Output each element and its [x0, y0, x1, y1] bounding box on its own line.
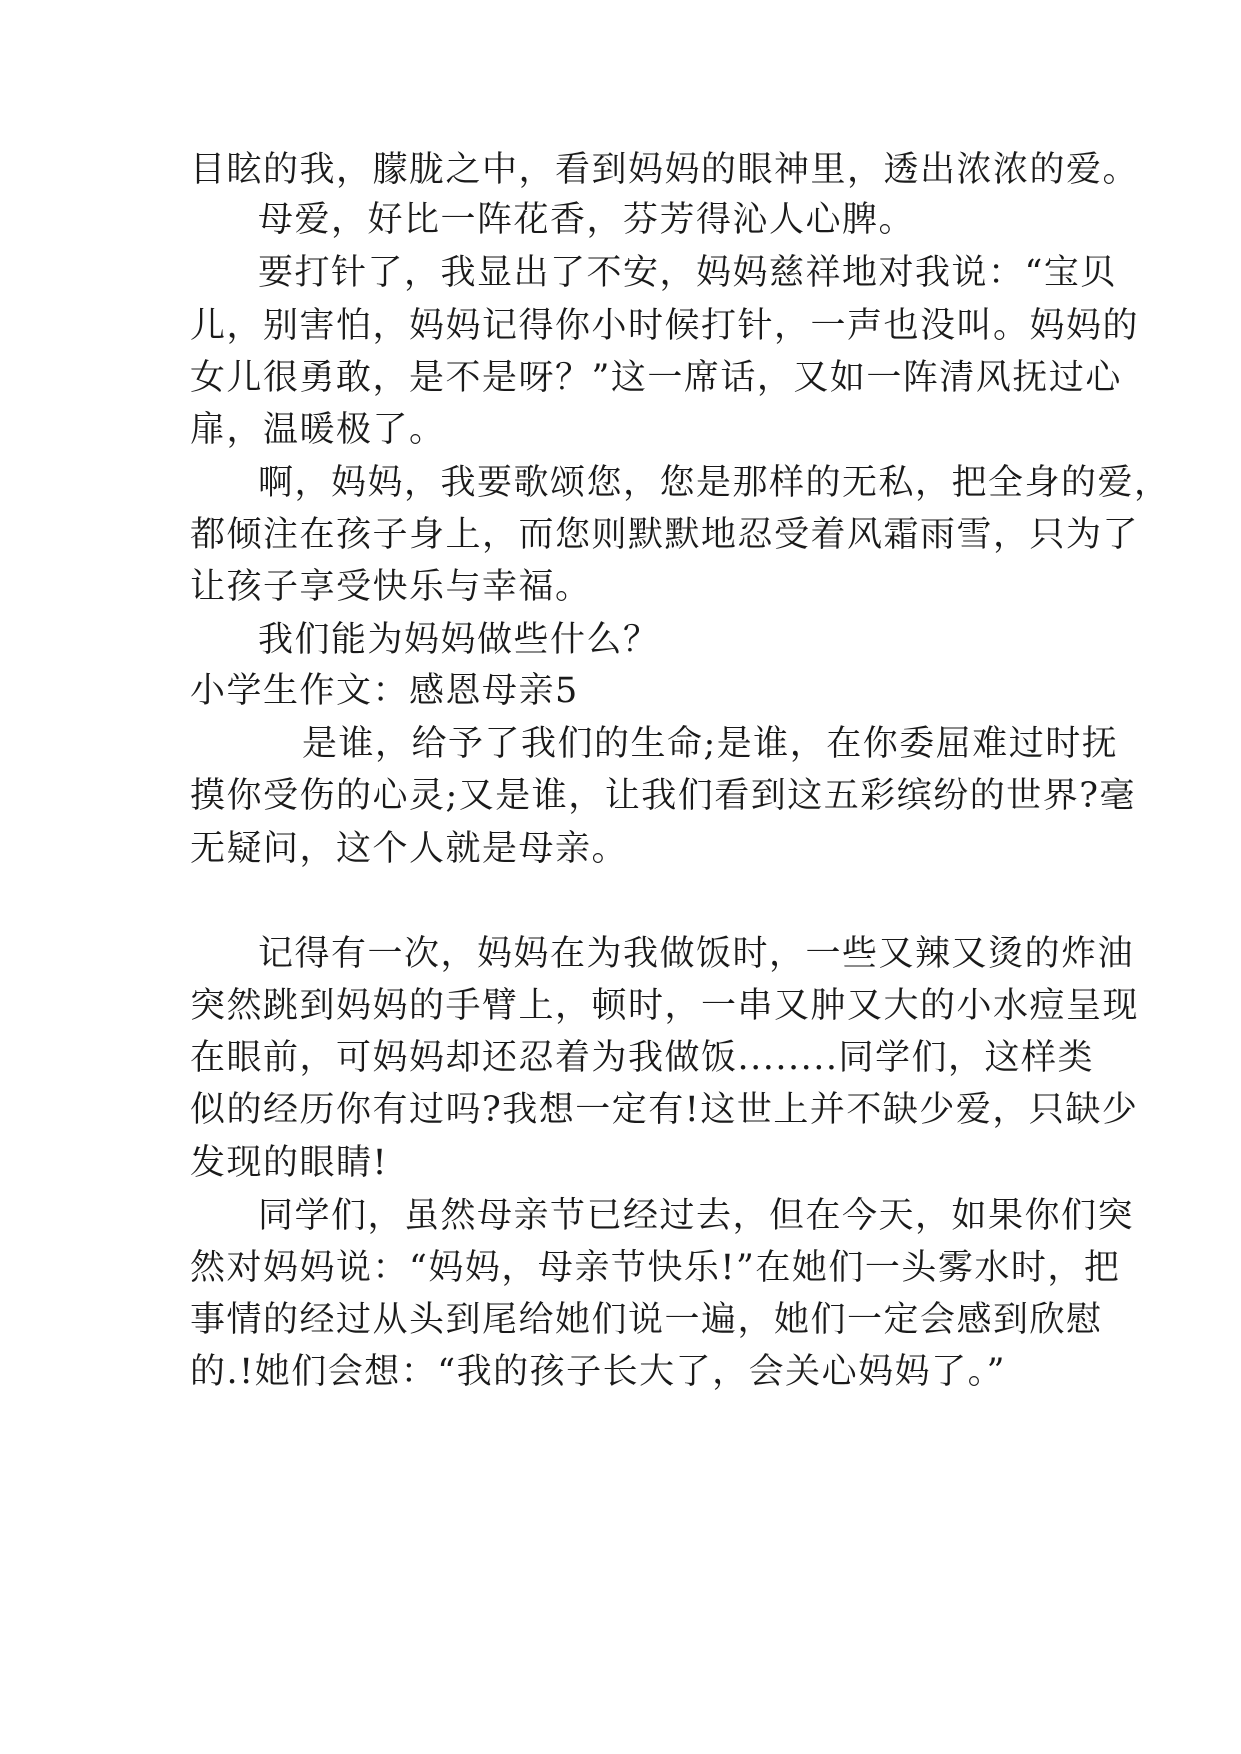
- text-line: 无疑问，这个人就是母亲。: [190, 829, 629, 869]
- text-line: 的.!她们会想：“我的孩子长大了，会关心妈妈了。”: [190, 1352, 1006, 1392]
- text-line: 在眼前，可妈妈却还忍着为我做饭........同学们，这样类: [190, 1038, 1095, 1078]
- text-line: 都倾注在孩子身上，而您则默默地忍受着风霜雨雪，只为了: [190, 515, 1140, 555]
- text-line: 母爱，好比一阵花香，芬芳得沁人心脾。: [258, 200, 916, 240]
- text-line: 我们能为妈妈做些什么？: [258, 620, 660, 660]
- text-line: 同学们，虽然母亲节已经过去，但在今天，如果你们突: [258, 1196, 1135, 1236]
- text-line: 啊，妈妈，我要歌颂您，您是那样的无私，把全身的爱，: [258, 463, 1171, 503]
- text-line: 事情的经过从头到尾给她们说一遍，她们一定会感到欣慰: [190, 1300, 1103, 1340]
- text-line: 是谁，给予了我们的生命;是谁，在你委屈难过时抚: [302, 724, 1119, 764]
- text-line: 扉，温暖极了。: [190, 410, 446, 450]
- text-line: 儿，别害怕，妈妈记得你小时候打针，一声也没叫。妈妈的: [190, 306, 1140, 346]
- text-line: 记得有一次，妈妈在为我做饭时，一些又辣又烫的炸油: [258, 934, 1135, 974]
- text-line: 要打针了，我显出了不安，妈妈慈祥地对我说：“宝贝: [258, 253, 1117, 293]
- section-heading: 小学生作文：感恩母亲5: [190, 671, 579, 711]
- text-line: 似的经历你有过吗?我想一定有!这世上并不缺少爱，只缺少: [190, 1090, 1139, 1130]
- text-line: 让孩子享受快乐与幸福。: [190, 567, 592, 607]
- text-line: 然对妈妈说：“妈妈，母亲节快乐!”在她们一头雾水时，把: [190, 1248, 1121, 1288]
- text-line: 突然跳到妈妈的手臂上，顿时，一串又肿又大的小水痘呈现: [190, 986, 1140, 1026]
- text-line: 发现的眼睛!: [190, 1143, 389, 1183]
- text-line: 摸你受伤的心灵;又是谁，让我们看到这五彩缤纷的世界?毫: [190, 776, 1137, 816]
- text-line: 目眩的我，朦胧之中，看到妈妈的眼神里，透出浓浓的爱。: [190, 150, 1140, 190]
- text-line: 女儿很勇敢，是不是呀？”这一席话，又如一阵清风抚过心: [190, 358, 1122, 398]
